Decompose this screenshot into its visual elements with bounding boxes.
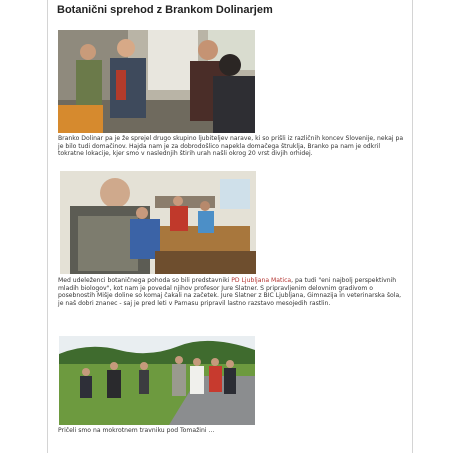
- pd-ljubljana-matica-link[interactable]: PD Ljubljana Matica: [231, 277, 292, 284]
- caption-2: [58, 277, 404, 308]
- article-page: [47, 0, 413, 453]
- photo-lecture-room: [60, 171, 256, 274]
- photo-group-at-house: [58, 30, 255, 133]
- article-title: Botanični sprehod z Brankom Dolinarjem: [57, 4, 273, 16]
- photo-meadow-walk: [59, 336, 255, 425]
- caption-2-text-before: Med udeleženci botaničnega pohoda so bili predstavniki: [58, 277, 232, 284]
- caption-3: Pričeli smo na mokrotnem travniku pod Tomažini ...: [58, 427, 215, 434]
- caption-1: Branko Dolinar pa je že sprejel drugo skupino ljubiteljev narave, ki so prišli iz različnih koncev Slovenije, nekaj pa je bilo tudi domačinov. Hajda nam je za dobrodošlico napekla domačega štruklja, Branko pa nam je odkril tokratne lokacije, kjer smo v naslednjih štirih urah našli okrog 20 vrst divjih orhidej.: [58, 135, 404, 158]
- caption-2-text-after: , pa tudi "eni najbolj perspektivnih mladih biologov", kot nam je povedal njihov profesor Jure Slatner. S pripravljenim delovnim gradivom o posebnostih Mišje doline so komaj čakali na začetek. Jure Slatner z BIC Ljubljana, Gimnazija in veterinarska šola, je naš dobri znanec - saj je pred leti v Parnasu pripravil lastno razstavo mesojedih rastlin.: [58, 277, 402, 308]
